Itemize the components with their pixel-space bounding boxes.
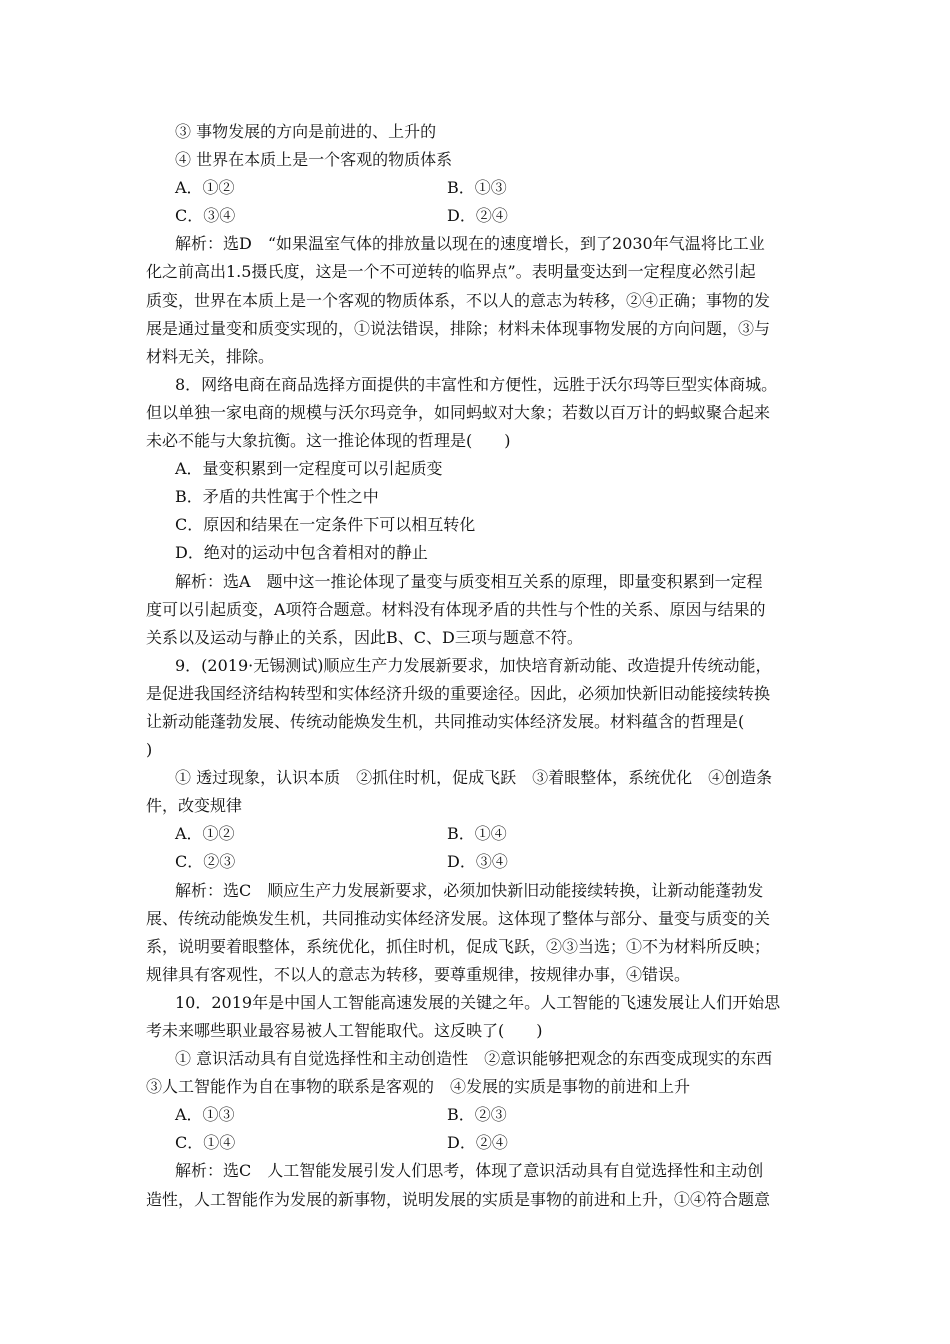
paragraph-first-line: ③ 事物发展的方向是前进的、上升的 [175,122,437,141]
paragraph-line: 件，改变规律 [146,796,243,816]
paragraph-line: 但以单独一家电商的规模与沃尔玛竞争，如同蚂蚁对大象；若数以百万计的蚂蚁聚合起来 [146,402,771,422]
paragraph-first-line: 解析：选A 题中这一推论体现了量变与质变相互关系的原理，即量变积累到一定程 [175,571,763,591]
option-right: D．③④ [447,852,508,872]
paragraph-first-line: 解析：选C 人工智能发展引发人们思考，体现了意识活动具有自觉选择性和主动创 [175,1161,764,1181]
option-row [0,202,950,230]
paragraph-line: 规律具有客观性，不以人的意志为转移，要尊重规律，按规律办事，④错误。 [146,964,691,984]
paragraph-line: 展是通过量变和质变实现的，①说法错误，排除；材料未体现事物发展的方向问题，③与 [146,318,771,338]
paragraph-line: 造性，人工智能作为发展的新事物，说明发展的实质是事物的前进和上升，①④符合题意 [146,1189,771,1209]
paragraph-line: ) [146,740,153,760]
paragraph-first-line: 8．网络电商在商品选择方面提供的丰富性和方便性，远胜于沃尔玛等巨型实体商城。 [175,374,778,394]
paragraph-first-line: B．矛盾的共性寓于个性之中 [175,487,379,507]
paragraph-line: 是促进我国经济结构转型和实体经济升级的重要途径。因此，必须加快新旧动能接续转换 [146,683,771,703]
option-row [0,1101,950,1129]
paragraph-line: 度可以引起质变，A项符合题意。材料没有体现矛盾的共性与个性的关系、原因与结果的 [146,599,766,619]
paragraph-first-line: 9．(2019·无锡测试)顺应生产力发展新要求，加快培育新动能、改造提升传统动能， [175,655,772,675]
option-left: A．①③ [175,1105,235,1125]
paragraph-first-line: ① 意识活动具有自觉选择性和主动创造性 ②意识能够把观念的东西变成现实的东西 [175,1049,773,1069]
paragraph-line: 材料无关，排除。 [146,346,275,366]
paragraph-line: 化之前高出1.5摄氏度，这是一个不可逆转的临界点”。表明量变达到一定程度必然引起 [146,262,756,282]
paragraph-first-line: 10．2019年是中国人工智能高速发展的关键之年。人工智能的飞速发展让人们开始思 [175,992,781,1012]
option-right: D．②④ [447,206,508,226]
paragraph-line: 质变，世界在本质上是一个客观的物质体系，不以人的意志为转移，②④正确；事物的发 [146,290,771,310]
document-body [0,118,950,1214]
option-row [0,174,950,202]
option-row [0,1129,950,1157]
option-left: A．①② [175,178,235,198]
paragraph-line: 展、传统动能焕发生机，共同推动实体经济发展。这体现了整体与部分、量变与质变的关 [146,908,771,928]
paragraph-line: 未必不能与大象抗衡。这一推论体现的哲理是( ) [146,431,511,451]
paragraph-line: 考未来哪些职业最容易被人工智能取代。这反映了( ) [146,1021,543,1040]
paragraph-line: 让新动能蓬勃发展、传统动能焕发生机，共同推动实体经济发展。材料蕴含的哲理是( [146,711,745,731]
option-left: C．③④ [175,206,236,226]
paragraph-line: 关系以及运动与静止的关系，因此B、C、D三项与题意不符。 [146,627,583,647]
option-right: B．②③ [447,1105,507,1125]
option-right: B．①③ [447,178,507,198]
paragraph-first-line: A．量变积累到一定程度可以引起质变 [175,459,443,479]
option-left: C．②③ [175,852,236,872]
option-row [0,848,950,876]
paragraph-first-line: D．绝对的运动中包含着相对的静止 [175,543,428,563]
paragraph-first-line: ④ 世界在本质上是一个客观的物质体系 [175,150,453,170]
paragraph-first-line: 解析：选C 顺应生产力发展新要求，必须加快新旧动能接续转换，让新动能蓬勃发 [175,880,764,900]
paragraph-line: 系，说明要着眼整体，系统优化，抓住时机，促成飞跃，②③当选；①不为材料所反映； [146,936,771,956]
option-right: B．①④ [447,824,507,844]
paragraph-first-line: ① 透过现象，认识本质 ②抓住时机，促成飞跃 ③着眼整体，系统优化 ④创造条 [175,768,773,788]
option-right: D．②④ [447,1133,508,1153]
paragraph-first-line: 解析：选D “如果温室气体的排放量以现在的速度增长，到了2030年气温将比工业 [175,234,765,254]
paragraph-line: ③人工智能作为自在事物的联系是客观的 ④发展的实质是事物的前进和上升 [146,1077,691,1097]
option-left: A．①② [175,824,235,844]
paragraph-first-line: C．原因和结果在一定条件下可以相互转化 [175,515,476,535]
option-left: C．①④ [175,1133,236,1153]
option-row [0,820,950,848]
